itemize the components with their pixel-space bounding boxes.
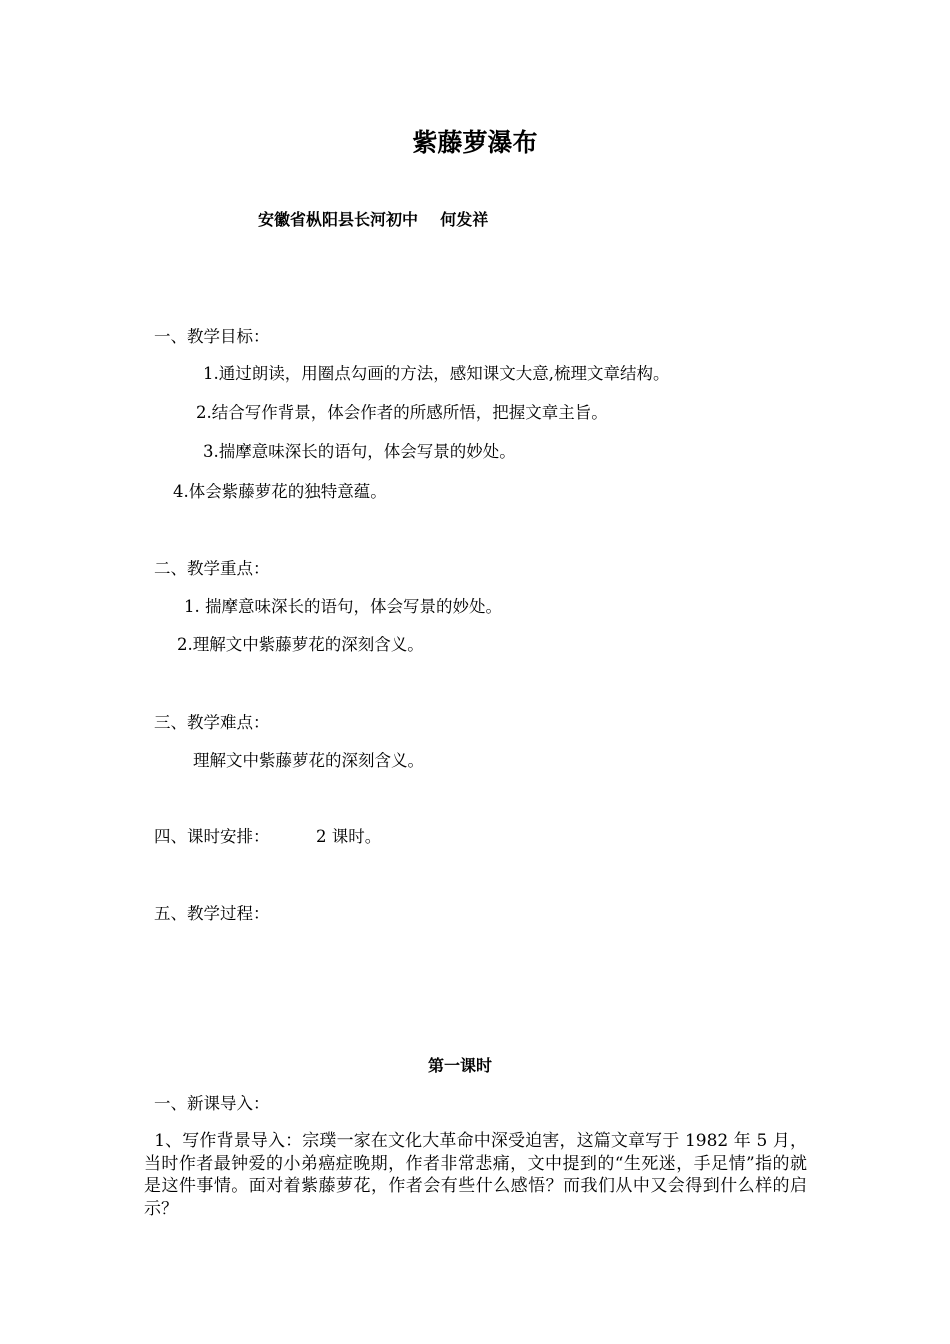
schedule-value: 2 课时。 [316, 827, 382, 846]
objective-item-2: 2.结合写作背景，体会作者的所感所悟，把握文章主旨。 [196, 403, 608, 422]
intro-paragraph: 1、写作背景导入：宗璞一家在文化大革命中深受迫害，这篇文章写于 1982 年 5 月，当时作者最钟爱的小弟癌症晚期，作者非常悲痛，文中提到的“生死迷，手足情”指的就是这件事情。面对着紫藤萝花，作者会有些什么感悟？而我们从中又会得到什么样的启示？ [144, 1131, 807, 1219]
author-line: 安徽省枞阳县长河初中 何发祥 [258, 210, 489, 229]
document-title: 紫藤萝瀑布 [412, 128, 538, 157]
objective-item-4: 4.体会紫藤萝花的独特意蕴。 [173, 482, 387, 501]
intro-heading: 一、新课导入： [154, 1094, 270, 1113]
section-heading-key-points: 二、教学重点： [154, 559, 270, 578]
section-heading-objectives: 一、教学目标： [154, 327, 270, 346]
section-heading-difficulties: 三、教学难点： [154, 713, 270, 732]
key-point-item-2: 2.理解文中紫藤萝花的深刻含义。 [177, 635, 424, 654]
key-point-item-1: 1. 揣摩意味深长的语句，体会写景的妙处。 [184, 597, 502, 616]
objective-item-1: 1.通过朗读，用圈点勾画的方法，感知课文大意,梳理文章结构。 [203, 364, 670, 383]
section-heading-process: 五、教学过程： [154, 904, 270, 923]
objective-item-3: 3.揣摩意味深长的语句，体会写景的妙处。 [203, 442, 516, 461]
difficulty-item-1: 理解文中紫藤萝花的深刻含义。 [193, 751, 424, 770]
lesson-one-heading: 第一课时 [427, 1056, 492, 1075]
section-heading-schedule: 四、课时安排： [154, 827, 270, 846]
